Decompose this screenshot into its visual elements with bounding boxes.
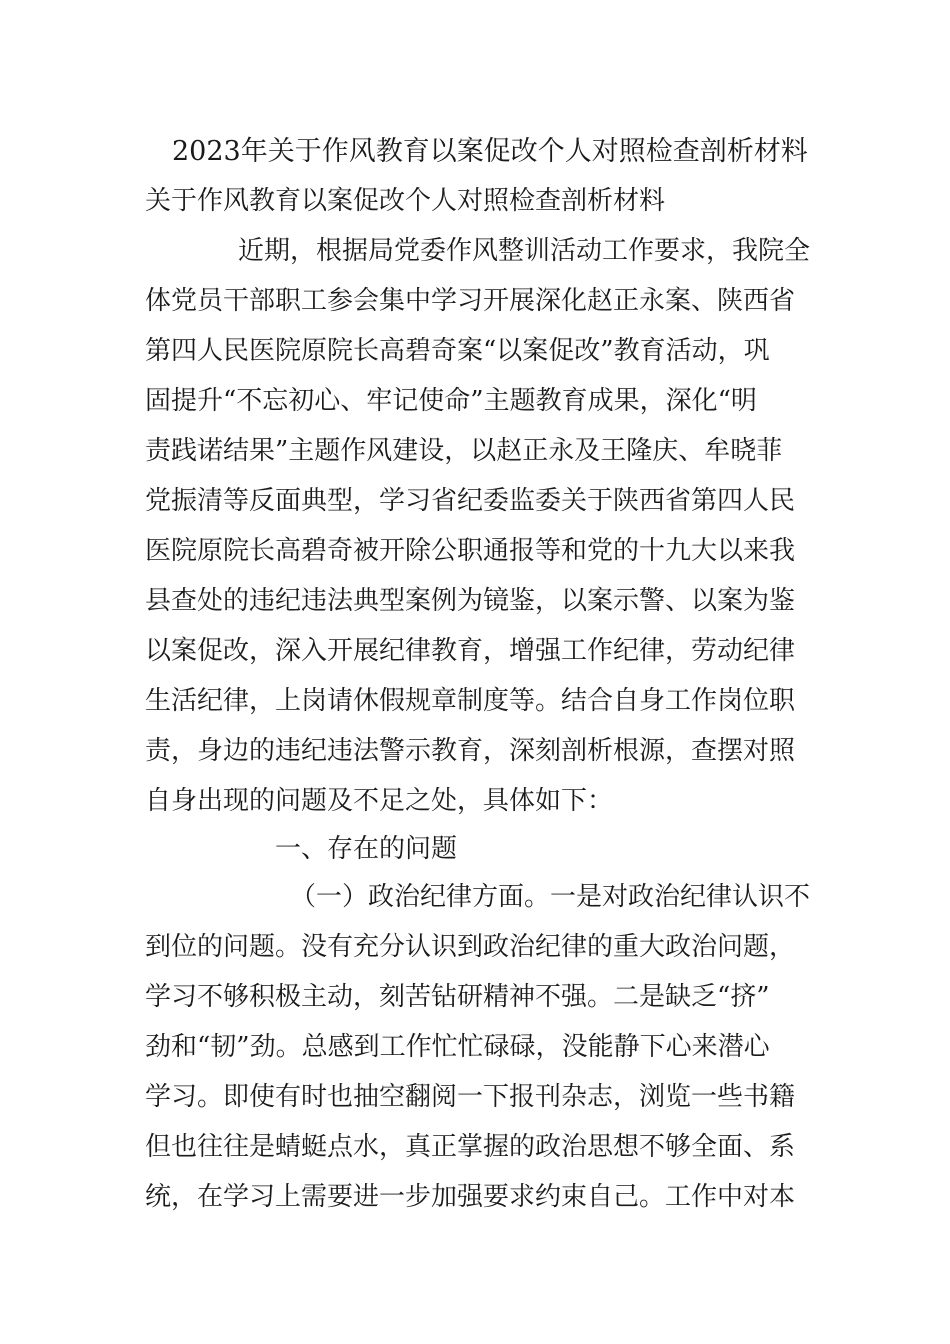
intro-line: 以案促改，深入开展纪律教育，增强工作纪律，劳动纪律 xyxy=(145,636,796,666)
intro-line: 县查处的违纪违法典型案例为镜鉴，以案示警、以案为鉴 xyxy=(145,586,796,616)
document-subtitle: 关于作风教育以案促改个人对照检查剖析材料 xyxy=(145,186,666,216)
intro-line: 自身出现的问题及不足之处，具体如下： xyxy=(145,786,614,816)
intro-line: 医院原院长高碧奇被开除公职通报等和党的十九大以来我 xyxy=(145,536,796,566)
section-line: 学习。即使有时也抽空翻阅一下报刊杂志，浏览一些书籍 xyxy=(145,1082,796,1112)
section-line: 统，在学习上需要进一步加强要求约束自己。工作中对本 xyxy=(145,1182,796,1212)
intro-line: 责，身边的违纪违法警示教育，深刻剖析根源，查摆对照 xyxy=(145,736,796,766)
section-line: 但也往往是蜻蜓点水，真正掌握的政治思想不够全面、系 xyxy=(145,1132,796,1162)
intro-line: 党振清等反面典型，学习省纪委监委关于陕西省第四人民 xyxy=(145,486,796,516)
section-line: （一）政治纪律方面。一是对政治纪律认识不 xyxy=(290,882,811,912)
section-heading: 一、存在的问题 xyxy=(275,834,458,864)
intro-line: 近期，根据局党委作风整训活动工作要求，我院全 xyxy=(238,236,811,266)
intro-line: 生活纪律，上岗请休假规章制度等。结合自身工作岗位职 xyxy=(145,686,796,716)
intro-line: 体党员干部职工参会集中学习开展深化赵正永案、陕西省 xyxy=(145,286,796,316)
document-title: 2023年关于作风教育以案促改个人对照检查剖析材料 xyxy=(172,136,808,167)
intro-line: 固提升“不忘初心、牢记使命”主题教育成果，深化“明 xyxy=(145,386,757,416)
section-line: 到位的问题。没有充分认识到政治纪律的重大政治问题， xyxy=(145,932,796,962)
intro-line: 第四人民医院原院长高碧奇案“以案促改”教育活动，巩 xyxy=(145,336,770,366)
section-line: 劲和“韧”劲。总感到工作忙忙碌碌，没能静下心来潜心 xyxy=(145,1032,770,1062)
section-line: 学习不够积极主动，刻苦钻研精神不强。二是缺乏“挤” xyxy=(145,982,770,1012)
intro-line: 责践诺结果”主题作风建设，以赵正永及王隆庆、牟晓菲 xyxy=(145,436,783,466)
